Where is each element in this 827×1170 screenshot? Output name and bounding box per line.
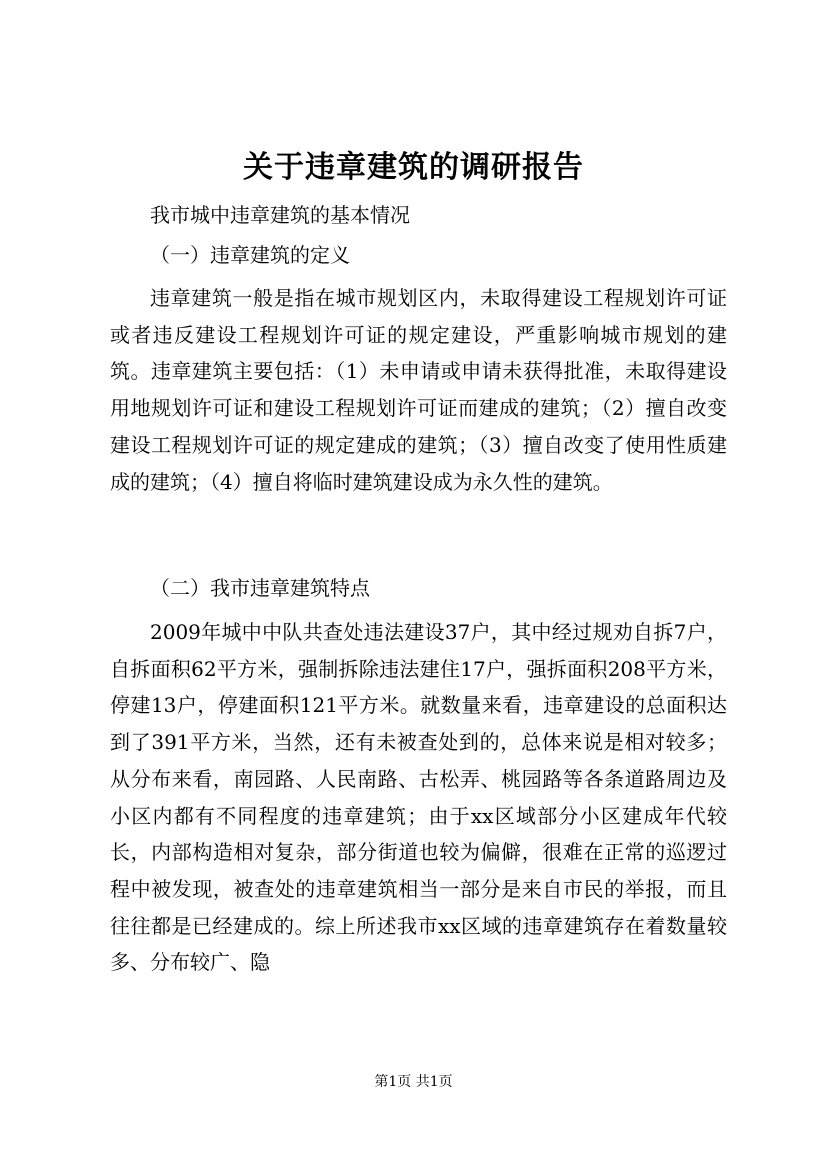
page-footer: 第1页 共1页 <box>374 1074 453 1090</box>
section-heading: 我市城中违章建筑的基本情况 <box>150 203 410 227</box>
paragraph-definition: 违章建筑一般是指在城市规划区内，未取得建设工程规划许可证或者违反建设工程规划许可证的规定建设，严重影响城市规划的建筑。违章建筑主要包括：（1）未申请或申请未获得批准，未取得建设用地规划许可证和建设工程规划许可证而建成的建筑；（2）擅自改变建设工程规划许可证的规定建成的建筑；（3）擅自改变了使用性质建成的建筑；（4）擅自将临时建筑建设成为永久性的建筑。 <box>110 286 727 494</box>
paragraph-characteristics: 2009年城中中队共查处违法建设37户，其中经过规劝自拆7户，自拆面积62平方米，强制拆除违法建住17户，强拆面积208平方米，停建13户，停建面积121平方米。就数量来看，违章建设的总面积达到了391平方米，当然，还有未被查处到的，总体来说是相对较多；从分布来看，南园路、人民南路、古松弄、桃园路等各条道路周边及小区内都有不同程度的违章建筑；由于xx区域部分小区建成年代较长，内部构造相对复杂，部分街道也较为偏僻，很难在正常的巡逻过程中被发现，被查处的违章建筑相当一部分是来自市民的举报，而且往往都是已经建成的。综上所述我市xx区域的违章建筑存在着数量较多、分布较广、隐 <box>110 620 727 975</box>
document-title: 关于违章建筑的调研报告 <box>243 150 584 185</box>
sub-heading-definition: （一）违章建筑的定义 <box>150 243 350 267</box>
sub-heading-characteristics: （二）我市违章建筑特点 <box>150 576 370 600</box>
